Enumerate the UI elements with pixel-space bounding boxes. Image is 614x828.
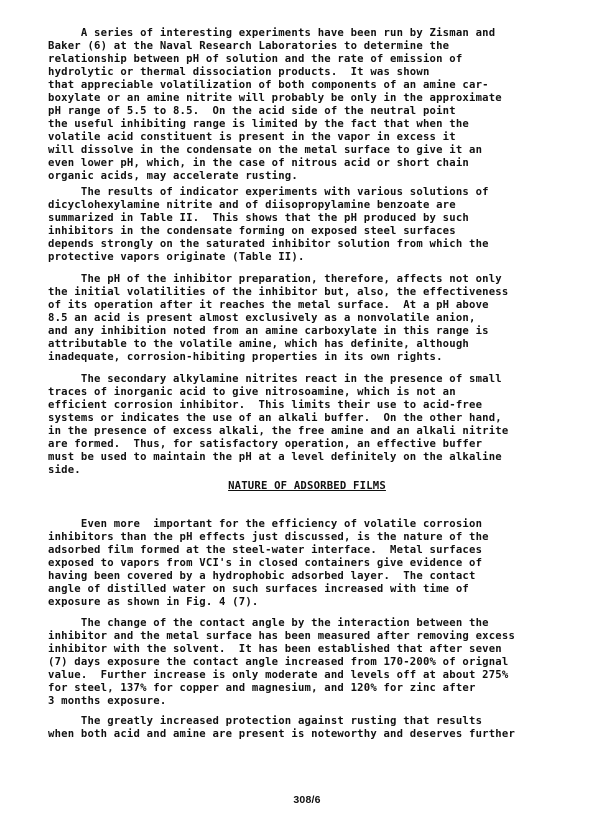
page-number: 308/6 [293,794,321,806]
text-line: systems or indicates the use of an alkali buffer. On the other hand, [48,412,502,424]
text-line: depends strongly on the saturated inhibitor solution from which the [48,238,489,250]
text-line: the useful inhibiting range is limited by the fact that when the [48,118,469,130]
text-line: summarized in Table II. This shows that the pH produced by such [48,212,469,224]
text-line: when both acid and amine are present is noteworthy and deserves further [48,728,516,740]
paragraph-zisman-baker [48,27,596,183]
text-line: exposure as shown in Fig. 4 (7). [48,596,259,608]
text-line: A series of interesting experiments have been run by Zisman and [48,27,496,39]
text-line: are formed. Thus, for satisfactory operation, an effective buffer [48,438,483,450]
text-line: in the presence of excess alkali, the free amine and an alkali nitrite [48,425,509,437]
text-line: side. [48,464,81,476]
text-line: The secondary alkylamine nitrites react in the presence of small [48,373,502,385]
text-line: dicyclohexylamine nitrite and of diisopropylamine benzoate are [48,199,456,211]
text-line: and any inhibition noted from an amine carboxylate in this range is [48,325,489,337]
text-line: The pH of the inhibitor preparation, therefore, affects not only [48,273,502,285]
text-line: (7) days exposure the contact angle increased from 170-200% of orignal [48,656,509,668]
text-line: efficient corrosion inhibitor. This limits their use to acid-free [48,399,483,411]
paragraph-increased-protection [48,715,596,741]
text-line: 8.5 an acid is present almost exclusively as a nonvolatile anion, [48,312,476,324]
paragraph-alkylamine-nitrites [48,373,596,477]
text-line: The change of the contact angle by the interaction between the [48,617,489,629]
text-line: hydrolytic or thermal dissociation products. It was shown [48,66,430,78]
text-line: adsorbed film formed at the steel-water interface. Metal surfaces [48,544,483,556]
text-line: pH range of 5.5 to 8.5. On the acid side of the neutral point [48,105,456,117]
text-line: inhibitors in the condensate forming on exposed steel surfaces [48,225,456,237]
text-line: boxylate or an amine nitrite will probably be only in the approximate [48,92,502,104]
text-line: of its operation after it reaches the metal surface. At a pH above [48,299,489,311]
text-line: that appreciable volatilization of both components of an amine car- [48,79,489,91]
section-heading: NATURE OF ADSORBED FILMS [228,480,386,492]
text-line: exposed to vapors from VCI's in closed containers give evidence of [48,557,483,569]
text-line: angle of distilled water on such surfaces increased with time of [48,583,469,595]
text-line: The results of indicator experiments with various solutions of [48,186,489,198]
text-line: traces of inorganic acid to give nitrosoamine, which is not an [48,386,456,398]
text-line: for steel, 137% for copper and magnesium, and 120% for zinc after [48,682,476,694]
text-line: organic acids, may accelerate rusting. [48,170,298,182]
text-line: protective vapors originate (Table II). [48,251,305,263]
paragraph-indicator-experiments [48,186,596,264]
text-line: Even more important for the efficiency of volatile corrosion [48,518,483,530]
text-line: inhibitor with the solvent. It has been established that after seven [48,643,502,655]
text-line: having been covered by a hydrophobic adsorbed layer. The contact [48,570,476,582]
text-line: attributable to the volatile amine, which has definite, although [48,338,469,350]
text-line: even lower pH, which, in the case of nitrous acid or short chain [48,157,469,169]
text-line: will dissolve in the condensate on the metal surface to give it an [48,144,483,156]
paragraph-contact-angle [48,617,596,708]
paragraph-ph-of-preparation [48,273,596,364]
text-line: Baker (6) at the Naval Research Laboratories to determine the [48,40,450,52]
text-line: inhibitor and the metal surface has been measured after removing excess [48,630,516,642]
text-line: 3 months exposure. [48,695,167,707]
paragraph-adsorbed-film [48,518,596,609]
text-line: inadequate, corrosion-hibiting properties in its own rights. [48,351,443,363]
text-line: the initial volatilities of the inhibitor but, also, the effectiveness [48,286,509,298]
text-line: relationship between pH of solution and the rate of emission of [48,53,463,65]
text-line: The greatly increased protection against rusting that results [48,715,483,727]
text-line: must be used to maintain the pH at a level definitely on the alkaline [48,451,502,463]
text-line: volatile acid constituent is present in the vapor in excess it [48,131,456,143]
text-line: value. Further increase is only moderate and levels off at about 275% [48,669,509,681]
text-line: inhibitors than the pH effects just discussed, is the nature of the [48,531,489,543]
